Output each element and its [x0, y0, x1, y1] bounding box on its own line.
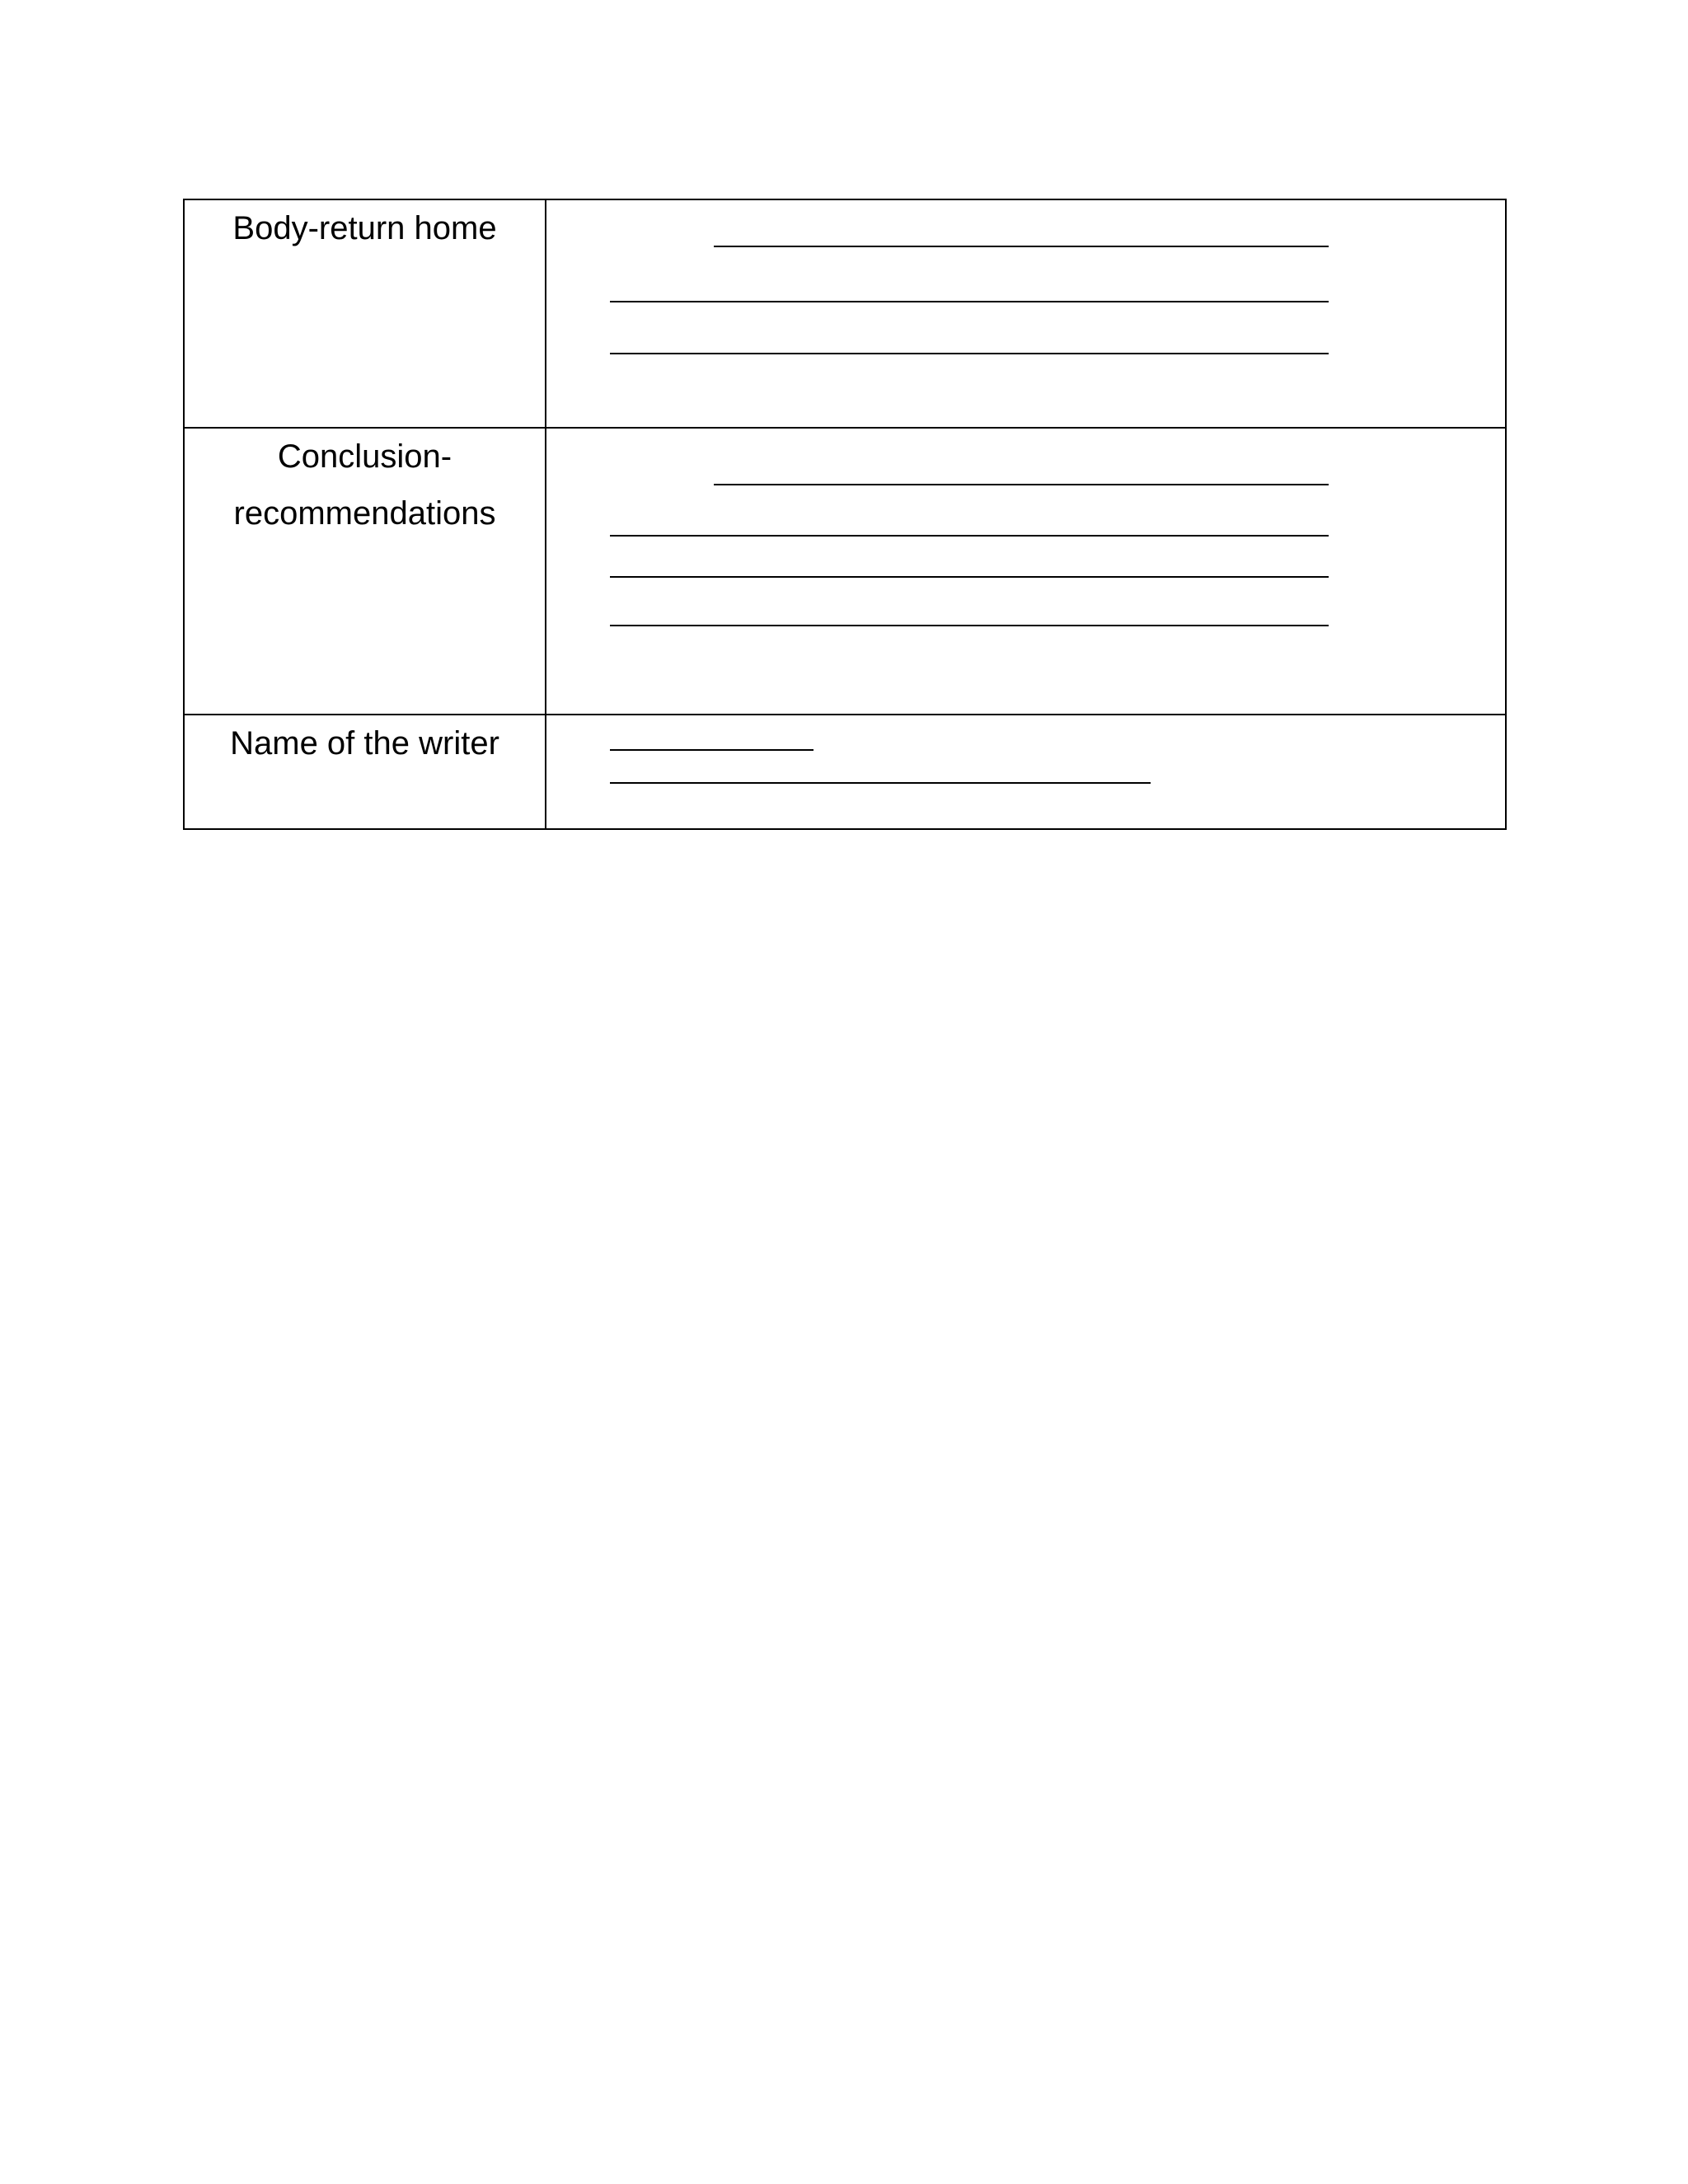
table-row-body: [184, 199, 1506, 428]
blank-writing-line: [610, 535, 1329, 537]
label-cell-conclusion: [184, 428, 546, 715]
blank-writing-line: [610, 353, 1329, 354]
blank-writing-line: [714, 484, 1329, 485]
writing-frame-table: [183, 199, 1507, 830]
table-row-writer: [184, 715, 1506, 829]
row-label-body: Body-return home: [232, 210, 497, 246]
label-cell-body: [184, 199, 546, 428]
label-cell-writer: [184, 715, 546, 829]
blank-writing-line: [610, 576, 1329, 578]
row-label-conclusion-line1: Conclusion-: [277, 438, 452, 475]
blank-writing-line: [610, 782, 1151, 784]
blank-writing-line: [714, 246, 1329, 247]
content-cell-writer: [546, 715, 1506, 829]
blank-writing-line: [610, 749, 814, 751]
row-label-writer: Name of the writer: [230, 725, 499, 762]
blank-writing-line: [610, 625, 1329, 626]
table-row-conclusion: [184, 428, 1506, 715]
blank-writing-line: [610, 301, 1329, 302]
row-label-conclusion-line2: recommendations: [233, 495, 496, 532]
content-cell-conclusion: [546, 428, 1506, 715]
row-label-conclusion: [185, 429, 545, 542]
content-cell-body: [546, 199, 1506, 428]
